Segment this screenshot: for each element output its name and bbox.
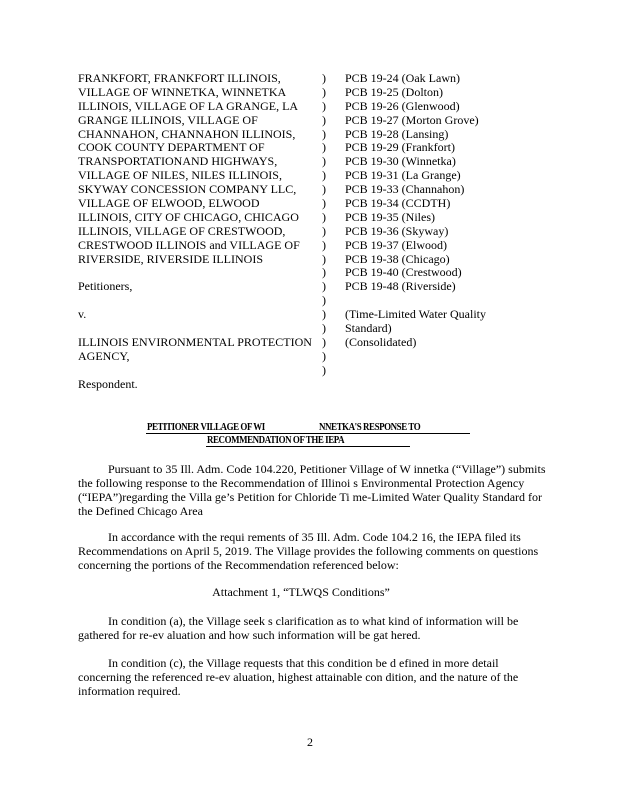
caption-line: ILLINOIS ENVIRONMENTAL PROTECTION (78, 334, 312, 349)
case-number-line: PCB 19-37 (Elwood) (345, 237, 447, 252)
caption-line: VILLAGE OF WINNETKA, WINNETKA (78, 84, 287, 99)
caption-paren: ) (322, 223, 326, 238)
paragraph-condition-a: In condition (a), the Village seek s clarification as to what kind of information will be gathered for re-ev aluation and how such information will be gat hered. (78, 614, 519, 642)
caption-line: VILLAGE OF ELWOOD, ELWOOD (78, 196, 260, 211)
caption-line (78, 322, 312, 336)
caption-paren: ) (322, 251, 326, 266)
case-number-line: PCB 19-33 (Channahon) (345, 182, 465, 197)
caption-paren: ) (322, 362, 326, 377)
caption-line: ILLINOIS, CITY OF CHICAGO, CHICAGO (78, 209, 299, 224)
case-number-line: PCB 19-24 (Oak Lawn) (345, 71, 460, 85)
case-number-line: (Consolidated) (345, 334, 417, 349)
case-number-line: PCB 19-48 (Riverside) (345, 279, 456, 294)
case-number-line: PCB 19-28 (Lansing) (345, 126, 449, 141)
caption-line: RIVERSIDE, RIVERSIDE ILLINOIS (78, 251, 263, 266)
caption-line (78, 294, 312, 308)
caption-paren: ) (322, 71, 326, 85)
caption-paren: ) (322, 84, 326, 99)
heading-underline-1 (146, 433, 470, 434)
caption-paren: ) (322, 182, 326, 197)
caption-paren: ) (322, 265, 326, 280)
caption-line: Respondent. (78, 376, 138, 391)
caption-paren: ) (322, 140, 326, 155)
caption-line: v. (78, 307, 87, 322)
case-number-line: PCB 19-34 (CCDTH) (345, 196, 451, 211)
case-number-line: PCB 19-29 (Frankfort) (345, 140, 455, 155)
paragraph-intro: Pursuant to 35 Ill. Adm. Code 104.220, Petitioner Village of W innetka (“Village”) submits the following response to the Recommendation of Illinoi s Environmental Protection Agency (“IEPA”)regarding the Villa ge’s Petition for Chloride Ti me-Limited Water Quality Standard for the Defined Chicago Area (78, 462, 546, 518)
case-number-line (345, 294, 486, 308)
caption-line: ILLINOIS, VILLAGE OF LA GRANGE, LA (78, 98, 299, 113)
caption-line (78, 266, 312, 280)
caption-line (78, 364, 312, 378)
caption-paren: ) (322, 168, 326, 183)
heading-line1-part1: PETITIONER VILLAGE OF WI (147, 422, 265, 433)
case-number-line: PCB 19-27 (Morton Grove) (345, 112, 479, 127)
caption-line: Petitioners, (78, 279, 133, 294)
caption-paren: ) (322, 321, 326, 336)
caption-line: CHANNAHON, CHANNAHON ILLINOIS, (78, 126, 296, 141)
caption-paren: ) (322, 334, 326, 349)
caption-paren: ) (322, 154, 326, 169)
page-number: 2 (307, 735, 313, 749)
paragraph-condition-c: In condition (c), the Village requests that this condition be d efined in more detail concerning the referenced re-ev aluation, highest attainable con dition, and the nature of the information required. (78, 656, 519, 698)
caption-line: GRANGE ILLINOIS, VILLAGE OF (78, 112, 258, 127)
case-number-line: PCB 19-31 (La Grange) (345, 168, 461, 183)
paragraph-recommendations: In accordance with the requi rements of 35 Ill. Adm. Code 104.2 16, the IEPA filed its Recommendations on April 5, 2019. The Village provides the following comments on questions concerning the portions of the Recommendation referenced below: (78, 530, 539, 572)
case-number-line: PCB 19-25 (Dolton) (345, 84, 444, 99)
case-number-line: PCB 19-35 (Niles) (345, 209, 435, 224)
case-number-line: PCB 19-40 (Crestwood) (345, 265, 462, 280)
caption-paren: ) (322, 279, 326, 294)
caption-paren: ) (322, 126, 326, 141)
caption-line: ILLINOIS, VILLAGE OF CRESTWOOD, (78, 223, 286, 238)
case-number-line: Standard) (345, 321, 392, 336)
heading-underline-2 (206, 446, 410, 447)
caption-paren: ) (322, 98, 326, 113)
caption-line: CRESTWOOD ILLINOIS and VILLAGE OF (78, 237, 300, 252)
case-number-line: PCB 19-36 (Skyway) (345, 223, 449, 238)
caption-paren: ) (322, 293, 326, 308)
case-number-line: PCB 19-30 (Winnetka) (345, 154, 456, 169)
caption-paren: ) (322, 237, 326, 252)
caption-parentheses (322, 72, 326, 378)
caption-line: TRANSPORTATIONAND HIGHWAYS, (78, 154, 278, 169)
case-number-line: PCB 19-26 (Glenwood) (345, 98, 460, 113)
caption-paren: ) (322, 209, 326, 224)
caption-line: VILLAGE OF NILES, NILES ILLINOIS, (78, 168, 282, 183)
caption-line: COOK COUNTY DEPARTMENT OF (78, 140, 265, 155)
caption-line: SKYWAY CONCESSION COMPANY LLC, (78, 182, 297, 197)
caption-paren: ) (322, 196, 326, 211)
caption-paren: ) (322, 112, 326, 127)
caption-paren: ) (322, 348, 326, 363)
caption-parties (78, 72, 312, 391)
caption-paren: ) (322, 307, 326, 322)
case-number-line: (Time-Limited Water Quality (345, 307, 487, 322)
caption-line: AGENCY, (78, 348, 130, 363)
heading-line1-part2: NNETKA'S RESPONSE TO (319, 422, 421, 433)
section-title: Attachment 1, “TLWQS Conditions” (212, 585, 390, 599)
caption-line: FRANKFORT, FRANKFORT ILLINOIS, (78, 71, 281, 85)
heading-line2: RECOMMENDATION OF THE IEPA (207, 435, 345, 446)
case-number-line: PCB 19-38 (Chicago) (345, 251, 450, 266)
caption-case-numbers (345, 72, 486, 350)
